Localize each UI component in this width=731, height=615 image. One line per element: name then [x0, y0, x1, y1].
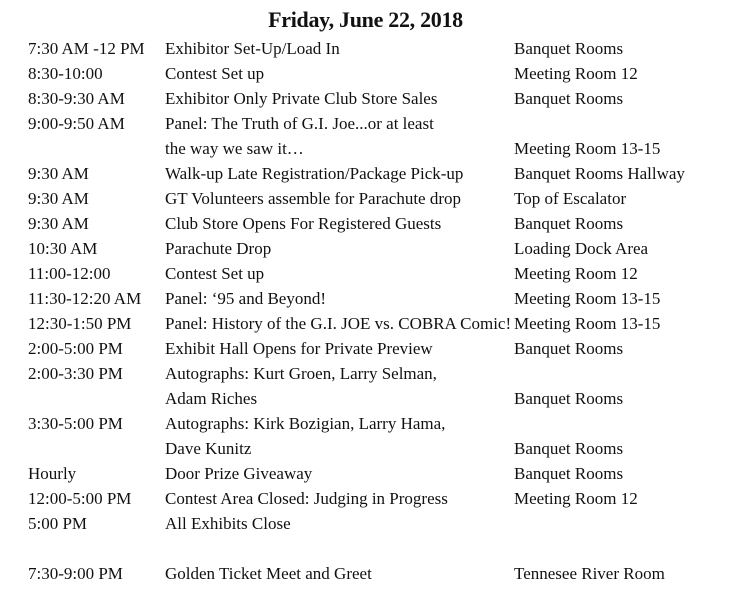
time-cell: 9:30 AM — [28, 164, 89, 183]
schedule-row — [0, 436, 731, 461]
event-cell: Contest Area Closed: Judging in Progress — [165, 489, 448, 508]
event-cell: Autographs: Kirk Bozigian, Larry Hama, — [165, 414, 446, 433]
schedule-row — [0, 286, 731, 311]
schedule-row — [0, 61, 731, 86]
time-cell: 12:00-5:00 PM — [28, 489, 132, 508]
time-cell: 7:30-9:00 PM — [28, 564, 123, 583]
schedule-row — [0, 136, 731, 161]
time-cell: 12:30-1:50 PM — [28, 314, 132, 333]
schedule-row — [0, 561, 731, 586]
event-cell: Contest Set up — [165, 64, 265, 83]
time-cell: 3:30-5:00 PM — [28, 414, 123, 433]
location-cell: Loading Dock Area — [514, 239, 649, 258]
time-cell: 2:00-3:30 PM — [28, 364, 123, 383]
event-cell: Adam Riches — [165, 389, 258, 408]
schedule-row — [0, 161, 731, 186]
location-cell: Banquet Rooms Hallway — [514, 164, 685, 183]
schedule-row — [0, 411, 731, 436]
event-cell: Exhibitor Only Private Club Store Sales — [165, 89, 438, 108]
schedule-row — [0, 311, 731, 336]
schedule-row — [0, 361, 731, 386]
event-cell: Panel: The Truth of G.I. Joe...or at least — [165, 114, 434, 133]
location-cell: Banquet Rooms — [514, 89, 624, 108]
location-cell: Top of Escalator — [514, 189, 627, 208]
time-cell: Hourly — [28, 464, 77, 483]
schedule-row — [0, 111, 731, 136]
schedule-row — [0, 86, 731, 111]
location-cell: Banquet Rooms — [514, 39, 624, 58]
schedule-row — [0, 186, 731, 211]
time-cell: 10:30 AM — [28, 239, 98, 258]
event-cell: Walk-up Late Registration/Package Pick-up — [165, 164, 464, 183]
location-cell: Banquet Rooms — [514, 439, 624, 458]
event-cell: GT Volunteers assemble for Parachute drop — [165, 189, 462, 208]
event-cell: Contest Set up — [165, 264, 265, 283]
time-cell: 8:30-9:30 AM — [28, 89, 125, 108]
time-cell: 2:00-5:00 PM — [28, 339, 123, 358]
schedule-row — [0, 336, 731, 361]
time-cell: 11:30-12:20 AM — [28, 289, 142, 308]
time-cell: 9:00-9:50 AM — [28, 114, 125, 133]
time-cell: 9:30 AM — [28, 189, 89, 208]
event-cell: All Exhibits Close — [165, 514, 291, 533]
event-cell: Parachute Drop — [165, 239, 272, 258]
event-cell: Exhibitor Set-Up/Load In — [165, 39, 340, 58]
schedule-date-heading: Friday, June 22, 2018 — [268, 7, 463, 32]
location-cell: Meeting Room 12 — [514, 64, 638, 83]
location-cell: Banquet Rooms — [514, 389, 624, 408]
location-cell: Meeting Room 13-15 — [514, 314, 661, 333]
time-cell: 5:00 PM — [28, 514, 88, 533]
schedule-row — [0, 461, 731, 486]
location-cell: Meeting Room 13-15 — [514, 289, 661, 308]
schedule-row — [0, 236, 731, 261]
location-cell: Banquet Rooms — [514, 339, 624, 358]
schedule-row — [0, 261, 731, 286]
event-cell: Panel: History of the G.I. JOE vs. COBRA Comic! — [165, 314, 512, 333]
location-cell: Meeting Room 12 — [514, 489, 638, 508]
time-cell: 9:30 AM — [28, 214, 89, 233]
event-cell: Door Prize Giveaway — [165, 464, 313, 483]
schedule-row — [0, 36, 731, 61]
schedule-row — [0, 211, 731, 236]
schedule-row — [0, 486, 731, 511]
location-cell: Banquet Rooms — [514, 464, 624, 483]
schedule-row — [0, 511, 731, 536]
event-cell: Panel: ‘95 and Beyond! — [165, 289, 326, 308]
event-cell: Autographs: Kurt Groen, Larry Selman, — [165, 364, 437, 383]
location-cell: Banquet Rooms — [514, 214, 624, 233]
event-cell: Golden Ticket Meet and Greet — [165, 564, 372, 583]
event-cell: Exhibit Hall Opens for Private Preview — [165, 339, 433, 358]
event-cell: the way we saw it… — [165, 139, 304, 158]
schedule-row — [0, 386, 731, 411]
event-cell: Club Store Opens For Registered Guests — [165, 214, 442, 233]
time-cell: 7:30 AM -12 PM — [28, 39, 145, 58]
location-cell: Meeting Room 13-15 — [514, 139, 661, 158]
location-cell: Meeting Room 12 — [514, 264, 638, 283]
location-cell: Tennesee River Room — [514, 564, 665, 583]
time-cell: 8:30-10:00 — [28, 64, 103, 83]
time-cell: 11:00-12:00 — [28, 264, 111, 283]
event-cell: Dave Kunitz — [165, 439, 252, 458]
